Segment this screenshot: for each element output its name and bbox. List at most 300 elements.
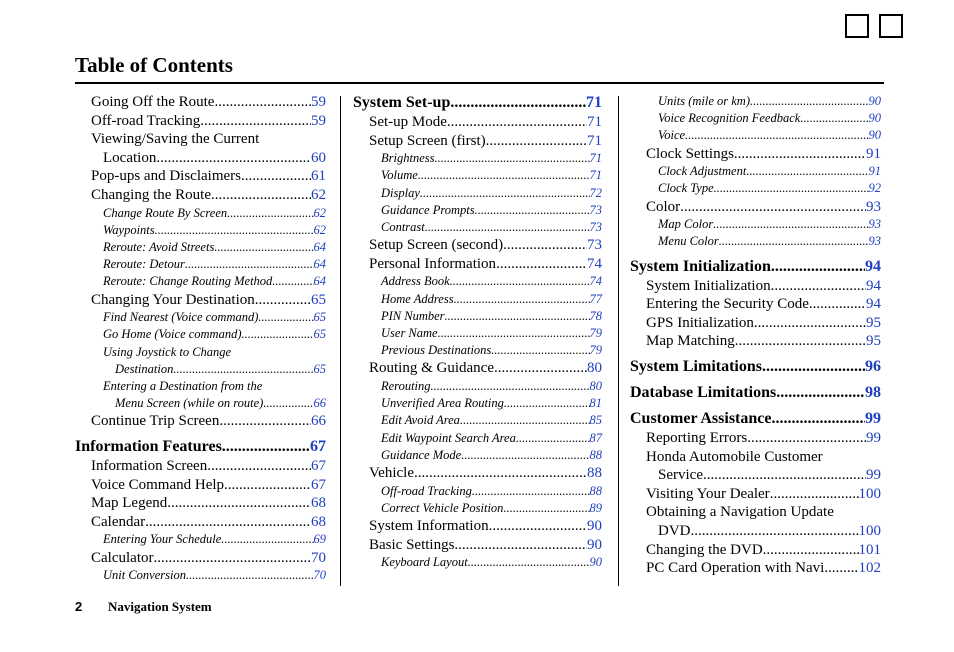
toc-page-link[interactable]: 66 bbox=[313, 396, 326, 411]
toc-entry-label: Personal Information bbox=[369, 255, 497, 272]
toc-entry-label: Off-road Tracking bbox=[91, 112, 201, 129]
toc-leader-dots bbox=[221, 531, 313, 548]
toc-entry-label: PIN Number bbox=[381, 308, 445, 323]
toc-leader-dots bbox=[496, 255, 587, 274]
toc-leader-dots bbox=[418, 167, 590, 184]
toc-entry-label: Go Home (Voice command) bbox=[103, 327, 242, 342]
toc-entry[interactable] bbox=[353, 308, 602, 325]
toc-leader-dots bbox=[186, 567, 314, 584]
toc-leader-dots bbox=[735, 332, 866, 351]
toc-entry[interactable] bbox=[353, 113, 602, 132]
toc-entry-label: Calculator bbox=[91, 549, 154, 566]
toc-leader-dots bbox=[241, 167, 311, 186]
toc-entry-label: Map Matching bbox=[646, 333, 735, 350]
toc-page-link[interactable]: 73 bbox=[587, 237, 602, 254]
toc-entry-label: Service bbox=[658, 467, 703, 484]
toc-page-link[interactable]: 71 bbox=[587, 114, 602, 130]
toc-entry-label: Reporting Errors bbox=[646, 429, 748, 446]
toc-leader-dots bbox=[680, 198, 866, 217]
toc-page-link[interactable]: 85 bbox=[589, 413, 602, 428]
toc-page-link[interactable]: 90 bbox=[868, 128, 881, 143]
toc-entry[interactable] bbox=[630, 295, 881, 314]
toc-entry[interactable] bbox=[353, 132, 602, 151]
toc-leader-dots bbox=[420, 185, 590, 202]
toc-page-link[interactable]: 74 bbox=[587, 255, 602, 272]
toc-page-link[interactable]: 65 bbox=[313, 310, 326, 325]
toc-leader-dots bbox=[504, 395, 590, 412]
toc-page-link[interactable]: 59 bbox=[311, 94, 326, 110]
toc-entry[interactable] bbox=[75, 291, 326, 310]
toc-page-link[interactable]: 99 bbox=[866, 429, 881, 446]
toc-page-link[interactable]: 70 bbox=[313, 568, 326, 583]
toc-entry[interactable] bbox=[630, 522, 881, 541]
toc-page-link[interactable]: 102 bbox=[858, 560, 881, 577]
toc-section-heading[interactable] bbox=[630, 383, 881, 403]
toc-entry-continued bbox=[75, 130, 326, 149]
toc-leader-dots bbox=[434, 150, 589, 167]
toc-entry-label: Set-up Mode bbox=[369, 114, 447, 130]
toc-entry[interactable] bbox=[353, 464, 602, 483]
toc-entry-label: System Information bbox=[369, 518, 489, 535]
toc-page-link[interactable]: 90 bbox=[589, 555, 602, 570]
toc-leader-dots bbox=[200, 112, 311, 131]
toc-entry[interactable] bbox=[75, 531, 326, 548]
toc-entry[interactable] bbox=[75, 186, 326, 205]
toc-page-link[interactable]: 68 bbox=[311, 513, 326, 530]
toc-entry[interactable] bbox=[630, 332, 881, 351]
toc-leader-dots bbox=[800, 110, 868, 127]
toc-entry[interactable] bbox=[353, 219, 602, 236]
toc-column-3 bbox=[630, 93, 881, 578]
toc-page-link[interactable]: 71 bbox=[587, 132, 602, 149]
toc-entry[interactable] bbox=[75, 309, 326, 326]
toc-page-link[interactable]: 65 bbox=[311, 291, 326, 308]
toc-leader-dots bbox=[214, 93, 311, 112]
toc-page-link[interactable]: 101 bbox=[858, 541, 881, 558]
toc-entry-label: Information Screen bbox=[91, 457, 208, 474]
toc-page-link[interactable]: 73 bbox=[589, 202, 602, 217]
toc-entry-continued bbox=[75, 378, 326, 395]
toc-leader-dots bbox=[222, 437, 310, 457]
toc-page-link[interactable]: 98 bbox=[865, 383, 881, 401]
toc-entry[interactable] bbox=[630, 466, 881, 485]
toc-leader-dots bbox=[691, 522, 859, 541]
toc-entry[interactable] bbox=[353, 359, 602, 378]
toc-page-link[interactable]: 64 bbox=[313, 239, 326, 254]
toc-entry-label: System Initialization bbox=[630, 257, 771, 275]
toc-page-link[interactable]: 67 bbox=[311, 457, 326, 474]
toc-leader-dots bbox=[167, 494, 311, 513]
toc-entry-label: Location bbox=[103, 149, 157, 166]
toc-entry-label: Map Color bbox=[658, 217, 714, 232]
toc-entry[interactable] bbox=[353, 255, 602, 274]
toc-page-link[interactable]: 67 bbox=[311, 476, 326, 493]
toc-entry[interactable] bbox=[75, 549, 326, 568]
toc-entry-label: Changing Your Destination bbox=[91, 291, 255, 308]
toc-entry[interactable] bbox=[75, 513, 326, 532]
toc-entry-label: Information Features bbox=[75, 437, 222, 455]
toc-entry[interactable] bbox=[353, 517, 602, 536]
toc-leader-dots bbox=[472, 483, 590, 500]
toc-section-heading[interactable] bbox=[75, 437, 326, 457]
toc-entry-label: Destination bbox=[115, 361, 174, 376]
toc-page-link[interactable]: 96 bbox=[865, 357, 881, 375]
toc-page-link[interactable]: 94 bbox=[866, 296, 881, 313]
toc-leader-dots bbox=[156, 149, 311, 168]
toc-entry-label: Visiting Your Dealer bbox=[646, 485, 770, 502]
toc-entry-label: User Name bbox=[381, 326, 438, 340]
toc-entry-label: Vehicle bbox=[369, 465, 414, 482]
toc-page-link[interactable]: 92 bbox=[868, 181, 881, 196]
toc-page-link[interactable]: 90 bbox=[868, 111, 881, 126]
toc-page-link[interactable]: 90 bbox=[868, 94, 881, 108]
toc-page-link[interactable]: 74 bbox=[589, 274, 602, 289]
toc-page-link[interactable]: 80 bbox=[587, 360, 602, 377]
toc-entry[interactable] bbox=[75, 93, 326, 112]
toc-entry-label: Home Address bbox=[381, 291, 454, 306]
toc-entry-label: Basic Settings bbox=[369, 536, 455, 553]
toc-entry-label: Display bbox=[381, 185, 420, 200]
toc-page-link[interactable]: 72 bbox=[589, 185, 602, 200]
toc-entry-label: Waypoints bbox=[103, 222, 155, 237]
toc-entry[interactable] bbox=[75, 326, 326, 343]
toc-leader-dots bbox=[703, 466, 866, 485]
toc-page-link[interactable]: 79 bbox=[589, 343, 602, 358]
page-title: Table of Contents bbox=[75, 53, 233, 77]
toc-leader-dots bbox=[771, 257, 865, 277]
toc-leader-dots bbox=[258, 309, 313, 326]
footer-section-title: Navigation System bbox=[108, 599, 212, 614]
toc-leader-dots bbox=[503, 236, 587, 255]
toc-entry[interactable] bbox=[630, 180, 881, 197]
toc-entry[interactable] bbox=[353, 150, 602, 167]
toc-entry-label: Voice Command Help bbox=[91, 476, 225, 493]
toc-leader-dots bbox=[460, 412, 590, 429]
toc-leader-dots bbox=[754, 314, 866, 333]
toc-entry-label: Color bbox=[646, 198, 681, 215]
toc-page-link[interactable]: 71 bbox=[589, 151, 602, 166]
toc-entry[interactable] bbox=[630, 110, 881, 127]
toc-leader-dots bbox=[447, 113, 587, 132]
toc-entry-label: Obtaining a Navigation Update bbox=[646, 504, 834, 521]
toc-entry[interactable] bbox=[630, 216, 881, 233]
toc-page-link[interactable]: 95 bbox=[866, 333, 881, 350]
toc-leader-dots bbox=[272, 273, 313, 290]
toc-entry-label: Map Legend bbox=[91, 495, 168, 512]
toc-entry-label: Unverified Area Routing bbox=[381, 396, 504, 411]
toc-leader-dots bbox=[242, 326, 314, 343]
toc-page-link[interactable]: 91 bbox=[868, 164, 881, 179]
toc-leader-dots bbox=[255, 291, 311, 310]
toc-entry[interactable] bbox=[75, 222, 326, 239]
toc-entry-label: Voice Recognition Feedback bbox=[658, 111, 801, 126]
toc-leader-dots bbox=[771, 277, 866, 296]
toc-page-link[interactable]: 62 bbox=[311, 186, 326, 203]
toc-entry-label: Menu Screen (while on route) bbox=[115, 396, 264, 411]
toc-page-link[interactable]: 90 bbox=[587, 518, 602, 535]
toc-entry[interactable] bbox=[353, 378, 602, 395]
toc-page-link[interactable]: 88 bbox=[587, 465, 602, 482]
toc-leader-dots bbox=[770, 485, 859, 504]
toc-leader-dots bbox=[461, 447, 589, 464]
toc-entry-label: Edit Avoid Area bbox=[381, 413, 460, 428]
toc-entry[interactable] bbox=[630, 145, 881, 164]
toc-page-link[interactable]: 62 bbox=[313, 205, 326, 220]
toc-page-link[interactable]: 90 bbox=[587, 536, 602, 553]
toc-page-link[interactable]: 71 bbox=[586, 94, 602, 111]
toc-entry-label: Entering a Destination from the bbox=[103, 378, 263, 393]
toc-entry[interactable] bbox=[630, 93, 881, 110]
toc-entry[interactable] bbox=[75, 567, 326, 584]
toc-page-link[interactable]: 68 bbox=[311, 495, 326, 512]
toc-entry-label: Previous Destinations bbox=[381, 343, 492, 358]
toc-entry[interactable] bbox=[75, 494, 326, 513]
toc-entry-label: Rerouting bbox=[381, 379, 431, 393]
toc-entry[interactable] bbox=[353, 536, 602, 555]
toc-page-link[interactable]: 91 bbox=[866, 145, 881, 162]
toc-entry-label: Entering Your Schedule bbox=[103, 532, 222, 547]
toc-leader-dots bbox=[425, 219, 590, 236]
title-rule bbox=[75, 82, 884, 84]
toc-entry[interactable] bbox=[353, 430, 602, 447]
toc-entry-label: GPS Initialization bbox=[646, 314, 754, 331]
page-number: 2 bbox=[75, 599, 83, 614]
toc-entry-label: Customer Assistance bbox=[630, 409, 772, 427]
toc-entry-label: Routing & Guidance bbox=[369, 360, 494, 377]
column-divider-1 bbox=[340, 96, 341, 586]
toc-page-link[interactable]: 93 bbox=[866, 198, 881, 215]
toc-section-heading[interactable] bbox=[630, 409, 881, 429]
toc-page-link[interactable]: 61 bbox=[311, 168, 326, 185]
toc-page-link[interactable]: 77 bbox=[589, 291, 602, 306]
toc-entry[interactable] bbox=[75, 412, 326, 431]
toc-leader-dots bbox=[771, 409, 865, 429]
toc-page-link[interactable]: 78 bbox=[589, 308, 602, 323]
toc-entry[interactable] bbox=[75, 256, 326, 273]
toc-entry[interactable] bbox=[75, 149, 326, 168]
toc-entry[interactable] bbox=[75, 112, 326, 131]
toc-leader-dots bbox=[734, 145, 866, 164]
toc-entry[interactable] bbox=[630, 127, 881, 144]
toc-entry-label: Changing the DVD bbox=[646, 541, 763, 558]
toc-leader-dots bbox=[185, 256, 314, 273]
toc-entry[interactable] bbox=[75, 205, 326, 222]
toc-entry-label: Change Route By Screen bbox=[103, 205, 228, 220]
toc-entry[interactable] bbox=[630, 429, 881, 448]
toc-entry[interactable] bbox=[353, 500, 602, 517]
toc-page-link[interactable]: 80 bbox=[589, 379, 602, 393]
toc-page-link[interactable]: 59 bbox=[311, 112, 326, 129]
toc-page-link[interactable]: 87 bbox=[589, 430, 602, 445]
toc-page-link[interactable]: 70 bbox=[311, 549, 326, 566]
toc-page-link[interactable]: 94 bbox=[865, 257, 881, 275]
toc-leader-dots bbox=[211, 186, 311, 205]
toc-entry[interactable] bbox=[353, 412, 602, 429]
toc-page-link[interactable]: 88 bbox=[589, 447, 602, 462]
toc-entry[interactable] bbox=[75, 457, 326, 476]
toc-entry-label: Clock Settings bbox=[646, 145, 734, 162]
toc-page-link[interactable]: 67 bbox=[310, 437, 326, 455]
toc-page-link[interactable]: 99 bbox=[866, 467, 881, 484]
toc-entry[interactable] bbox=[353, 395, 602, 412]
toc-entry-label: Unit Conversion bbox=[103, 568, 186, 583]
toc-leader-dots bbox=[713, 216, 868, 233]
toc-leader-dots bbox=[224, 476, 311, 495]
toc-entry[interactable] bbox=[75, 476, 326, 495]
toc-entry[interactable] bbox=[630, 485, 881, 504]
toc-page-link[interactable]: 93 bbox=[868, 234, 881, 249]
toc-entry[interactable] bbox=[353, 554, 602, 571]
toc-entry-label: Guidance Mode bbox=[381, 447, 462, 462]
toc-leader-dots bbox=[173, 361, 313, 378]
toc-entry[interactable] bbox=[75, 361, 326, 378]
toc-entry[interactable] bbox=[353, 273, 602, 290]
toc-leader-dots bbox=[746, 163, 868, 180]
toc-leader-dots bbox=[747, 429, 866, 448]
toc-section-heading[interactable] bbox=[353, 93, 602, 113]
toc-entry-continued bbox=[630, 503, 881, 522]
toc-leader-dots bbox=[762, 357, 865, 377]
toc-leader-dots bbox=[486, 132, 587, 151]
toc-page-link[interactable]: 66 bbox=[311, 413, 326, 430]
toc-leader-dots bbox=[454, 536, 587, 555]
toc-section-heading[interactable] bbox=[630, 257, 881, 277]
toc-leader-dots bbox=[776, 383, 865, 403]
toc-entry-label: Volume bbox=[381, 168, 418, 183]
toc-entry-label: Off-road Tracking bbox=[381, 483, 472, 498]
toc-entry-label: Pop-ups and Disclaimers bbox=[91, 168, 241, 185]
toc-leader-dots bbox=[719, 233, 869, 250]
toc-entry[interactable] bbox=[353, 447, 602, 464]
toc-leader-dots bbox=[207, 457, 311, 476]
toc-entry[interactable] bbox=[353, 325, 602, 342]
toc-leader-dots bbox=[445, 308, 590, 325]
toc-page-link[interactable]: 65 bbox=[313, 361, 326, 376]
toc-entry-label: Setup Screen (first) bbox=[369, 132, 486, 149]
toc-page-link[interactable]: 60 bbox=[311, 149, 326, 166]
toc-entry[interactable] bbox=[353, 342, 602, 359]
toc-entry[interactable] bbox=[353, 483, 602, 500]
toc-entry-label: Correct Vehicle Position bbox=[381, 500, 504, 515]
toc-entry-label: Changing the Route bbox=[91, 186, 211, 203]
toc-leader-dots bbox=[489, 517, 587, 536]
toc-page-link[interactable]: 71 bbox=[589, 168, 602, 183]
toc-leader-dots bbox=[219, 412, 311, 431]
toc-entry-label: Continue Trip Screen bbox=[91, 413, 220, 430]
toc-page-link[interactable]: 100 bbox=[858, 522, 881, 539]
toc-entry[interactable] bbox=[353, 202, 602, 219]
toc-page-link[interactable]: 94 bbox=[866, 277, 881, 294]
toc-entry-label: Using Joystick to Change bbox=[103, 344, 232, 359]
toc-entry-label: Setup Screen (second) bbox=[369, 237, 504, 254]
toc-leader-dots bbox=[263, 395, 313, 412]
toc-leader-dots bbox=[750, 93, 869, 110]
toc-leader-dots bbox=[503, 500, 589, 517]
toc-entry-label: Keyboard Layout bbox=[381, 555, 468, 570]
toc-entry-label: Viewing/Saving the Current bbox=[91, 131, 260, 148]
toc-page-link[interactable]: 95 bbox=[866, 314, 881, 331]
toc-entry-label: Contrast bbox=[381, 220, 425, 234]
toc-entry[interactable] bbox=[75, 239, 326, 256]
toc-entry[interactable] bbox=[75, 273, 326, 290]
toc-page-link[interactable]: 64 bbox=[313, 274, 326, 289]
toc-entry[interactable] bbox=[630, 559, 881, 578]
toc-leader-dots bbox=[685, 127, 868, 144]
toc-entry-label: Voice bbox=[658, 128, 686, 143]
toc-entry-label: Reroute: Detour bbox=[103, 257, 185, 272]
toc-page-link[interactable]: 69 bbox=[313, 532, 326, 547]
toc-page-link[interactable]: 81 bbox=[589, 396, 602, 411]
toc-entry-label: Database Limitations bbox=[630, 383, 777, 401]
toc-entry-label: Honda Automobile Customer bbox=[646, 448, 823, 465]
toc-entry[interactable] bbox=[75, 395, 326, 412]
toc-entry-label: System Set-up bbox=[353, 94, 451, 111]
toc-entry[interactable] bbox=[630, 541, 881, 560]
toc-page-link[interactable]: 79 bbox=[589, 326, 602, 340]
toc-entry[interactable] bbox=[75, 167, 326, 186]
toc-entry-label: DVD bbox=[658, 522, 691, 539]
toc-leader-dots bbox=[438, 325, 590, 342]
toc-leader-dots bbox=[450, 273, 590, 290]
toc-entry[interactable] bbox=[353, 185, 602, 202]
toc-leader-dots bbox=[414, 464, 587, 483]
toc-page-link[interactable]: 88 bbox=[589, 483, 602, 498]
toc-entry-label: Reroute: Avoid Streets bbox=[103, 239, 215, 254]
toc-entry-label: Menu Color bbox=[658, 234, 719, 249]
toc-page-link[interactable]: 93 bbox=[868, 217, 881, 232]
toc-page-link[interactable]: 64 bbox=[313, 257, 326, 272]
toc-page-link[interactable]: 100 bbox=[858, 485, 881, 502]
toc-entry[interactable] bbox=[353, 167, 602, 184]
toc-entry-label: Edit Waypoint Search Area bbox=[381, 430, 516, 445]
toc-entry-label: Clock Type bbox=[658, 181, 714, 196]
toc-leader-dots bbox=[431, 378, 590, 395]
toc-entry-label: Address Book bbox=[381, 274, 450, 289]
toc-entry-label: System Limitations bbox=[630, 357, 762, 375]
toc-section-heading[interactable] bbox=[630, 357, 881, 377]
toc-entry-label: Units (mile or km) bbox=[658, 94, 750, 108]
toc-leader-dots bbox=[450, 93, 586, 113]
toc-leader-dots bbox=[214, 239, 313, 256]
toc-entry[interactable] bbox=[353, 236, 602, 255]
toc-entry[interactable] bbox=[630, 163, 881, 180]
toc-entry[interactable] bbox=[630, 277, 881, 296]
toc-entry-label: Guidance Prompts bbox=[381, 202, 475, 217]
toc-leader-dots bbox=[824, 559, 858, 578]
toc-leader-dots bbox=[714, 180, 869, 197]
toc-leader-dots bbox=[155, 222, 314, 239]
toc-entry[interactable] bbox=[630, 314, 881, 333]
toc-entry-continued bbox=[630, 448, 881, 467]
toc-leader-dots bbox=[153, 549, 311, 568]
toc-page-link[interactable]: 62 bbox=[313, 222, 326, 237]
toc-leader-dots bbox=[516, 430, 590, 447]
toc-page-link[interactable]: 65 bbox=[313, 327, 326, 342]
toc-entry[interactable] bbox=[630, 233, 881, 250]
toc-page-link[interactable]: 99 bbox=[865, 409, 881, 427]
toc-page-link[interactable]: 73 bbox=[589, 220, 602, 234]
toc-leader-dots bbox=[454, 291, 590, 308]
toc-leader-dots bbox=[494, 359, 587, 378]
toc-page-link[interactable]: 89 bbox=[589, 500, 602, 515]
toc-entry-label: PC Card Operation with Navi bbox=[646, 560, 825, 577]
toc-leader-dots bbox=[145, 513, 311, 532]
toc-column-1 bbox=[75, 93, 326, 584]
toc-entry-label: Entering the Security Code bbox=[646, 296, 809, 313]
toc-entry[interactable] bbox=[353, 291, 602, 308]
toc-leader-dots bbox=[809, 295, 866, 314]
toc-entry[interactable] bbox=[630, 198, 881, 217]
